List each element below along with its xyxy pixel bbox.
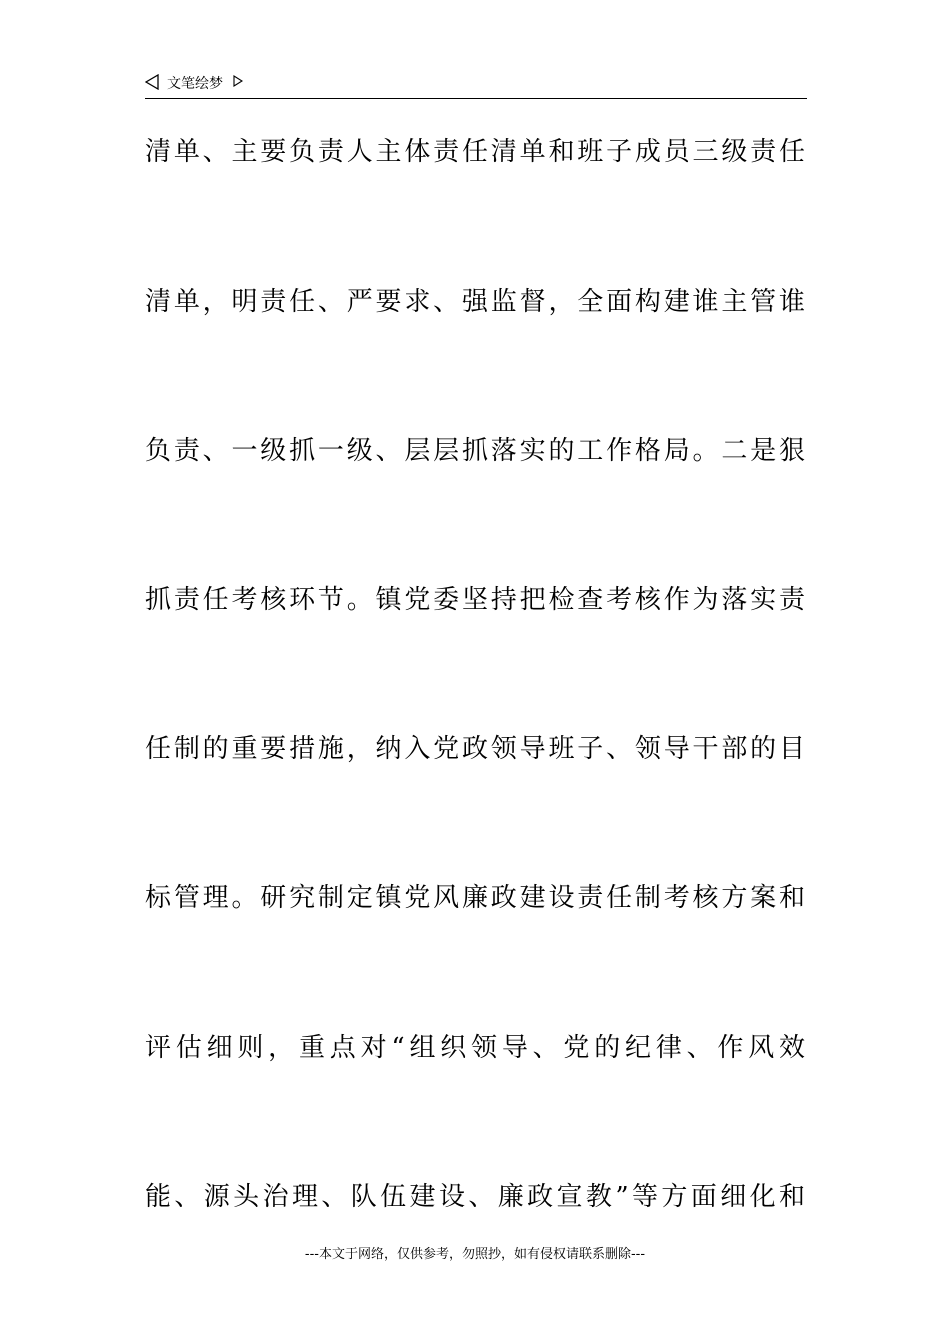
footer-notice: ---本文于网络，仅供参考，勿照抄，如有侵权请联系删除--- (304, 1247, 646, 1262)
triangle-right-outline-icon (233, 75, 243, 87)
body-line: 任制的重要措施，纳入党政领导班子、领导干部的目 (145, 734, 807, 764)
page-header (145, 72, 807, 99)
body-line: 清单，明责任、严要求、强监督，全面构建谁主管谁 (145, 287, 807, 317)
body-line: 抓责任考核环节。镇党委坚持把检查考核作为落实责 (145, 585, 807, 615)
body-line: 能、源头治理、队伍建设、廉政宣教”等方面细化和 (145, 1182, 807, 1212)
body-line: 评估细则，重点对“组织领导、党的纪律、作风效 (145, 1033, 807, 1063)
header-brand: 文笔绘梦 (167, 76, 223, 92)
triangle-left-outline-icon (145, 74, 159, 90)
body-line: 负责、一级抓一级、层层抓落实的工作格局。二是狠 (145, 436, 807, 466)
body-line: 标管理。研究制定镇党风廉政建设责任制考核方案和 (145, 883, 807, 913)
body-line: 清单、主要负责人主体责任清单和班子成员三级责任 (145, 137, 807, 167)
